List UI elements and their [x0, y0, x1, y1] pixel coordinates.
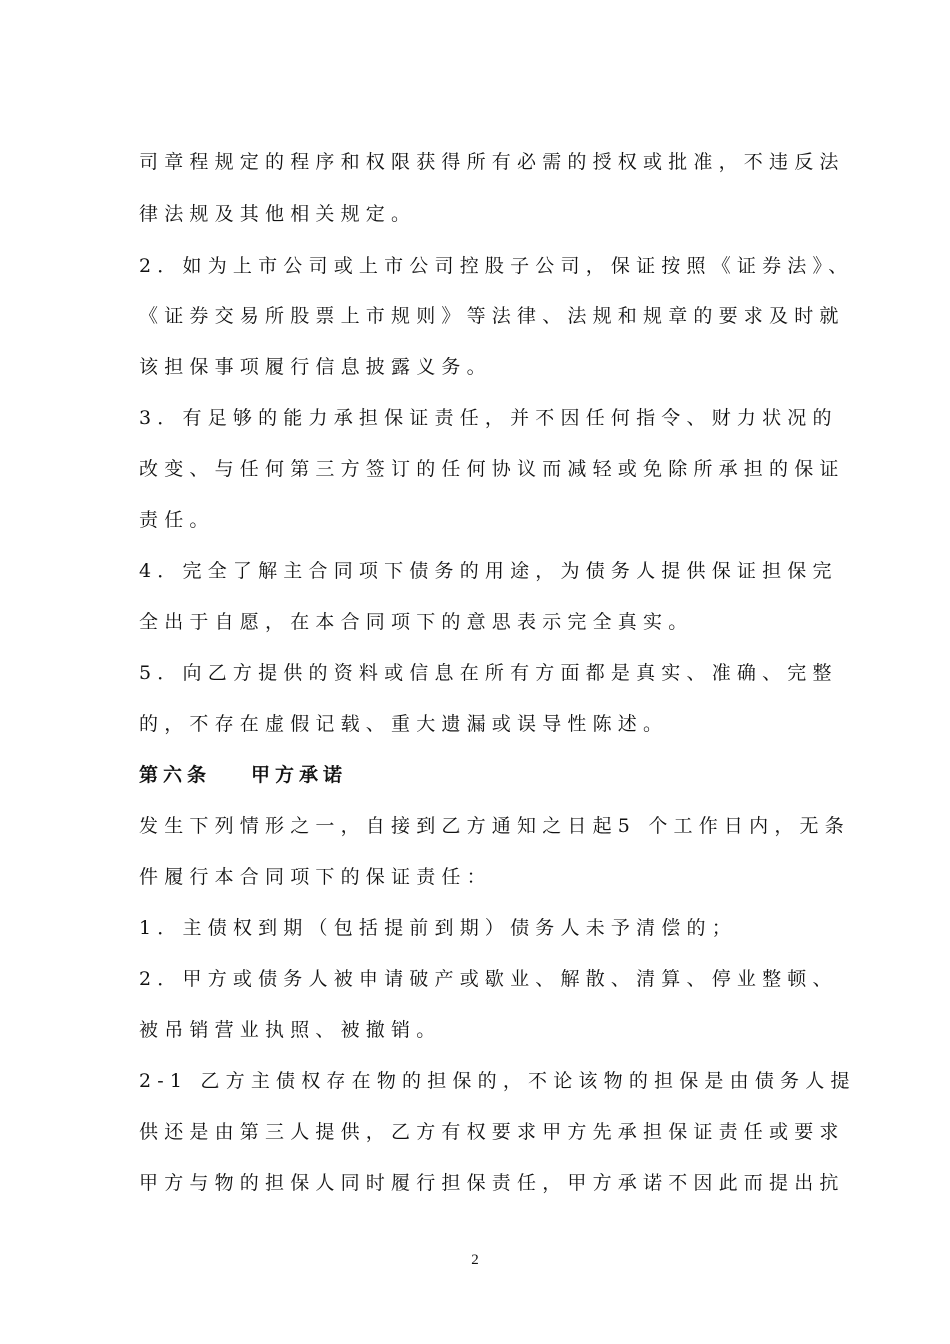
body-line: 甲方与物的担保人同时履行担保责任，甲方承诺不因此而提出抗 — [139, 1172, 845, 1194]
body-line: 责任。 — [139, 509, 215, 531]
body-line: 5．向乙方提供的资料或信息在所有方面都是真实、准确、完整 — [139, 662, 838, 684]
section-heading — [139, 762, 347, 788]
body-line: 《证券交易所股票上市规则》等法律、法规和规章的要求及时就 — [139, 305, 845, 327]
body-line: 件履行本合同项下的保证责任： — [139, 866, 492, 888]
body-line: 供还是由第三人提供，乙方有权要求甲方先承担保证责任或要求 — [139, 1121, 845, 1143]
body-line: 司章程规定的程序和权限获得所有必需的授权或批准，不违反法 — [139, 151, 845, 173]
body-line: 2-1 乙方主债权存在物的担保的，不论该物的担保是由债务人提 — [139, 1070, 856, 1092]
body-line: 2．甲方或债务人被申请破产或歇业、解散、清算、停业整顿、 — [139, 968, 838, 990]
body-line: 3．有足够的能力承担保证责任，并不因任何指令、财力状况的 — [139, 407, 838, 429]
body-line: 1．主债权到期（包括提前到期）债务人未予清偿的； — [139, 917, 737, 939]
body-line: 发生下列情形之一，自接到乙方通知之日起5 个工作日内，无条 — [139, 815, 850, 837]
section-number: 第六条 — [139, 764, 212, 786]
body-line: 的，不存在虚假记载、重大遗漏或误导性陈述。 — [139, 713, 669, 735]
body-line: 2．如为上市公司或上市公司控股子公司，保证按照《证券法》、 — [139, 255, 854, 277]
section-title: 甲方承诺 — [251, 764, 348, 786]
body-line: 4．完全了解主合同项下债务的用途，为债务人提供保证担保完 — [139, 560, 838, 582]
body-line: 改变、与任何第三方签订的任何协议而减轻或免除所承担的保证 — [139, 458, 845, 480]
page-number: 2 — [471, 1252, 479, 1268]
body-line: 律法规及其他相关规定。 — [139, 203, 417, 225]
body-line: 被吊销营业执照、被撤销。 — [139, 1019, 442, 1041]
body-line: 全出于自愿，在本合同项下的意思表示完全真实。 — [139, 611, 694, 633]
body-line: 该担保事项履行信息披露义务。 — [139, 356, 492, 378]
